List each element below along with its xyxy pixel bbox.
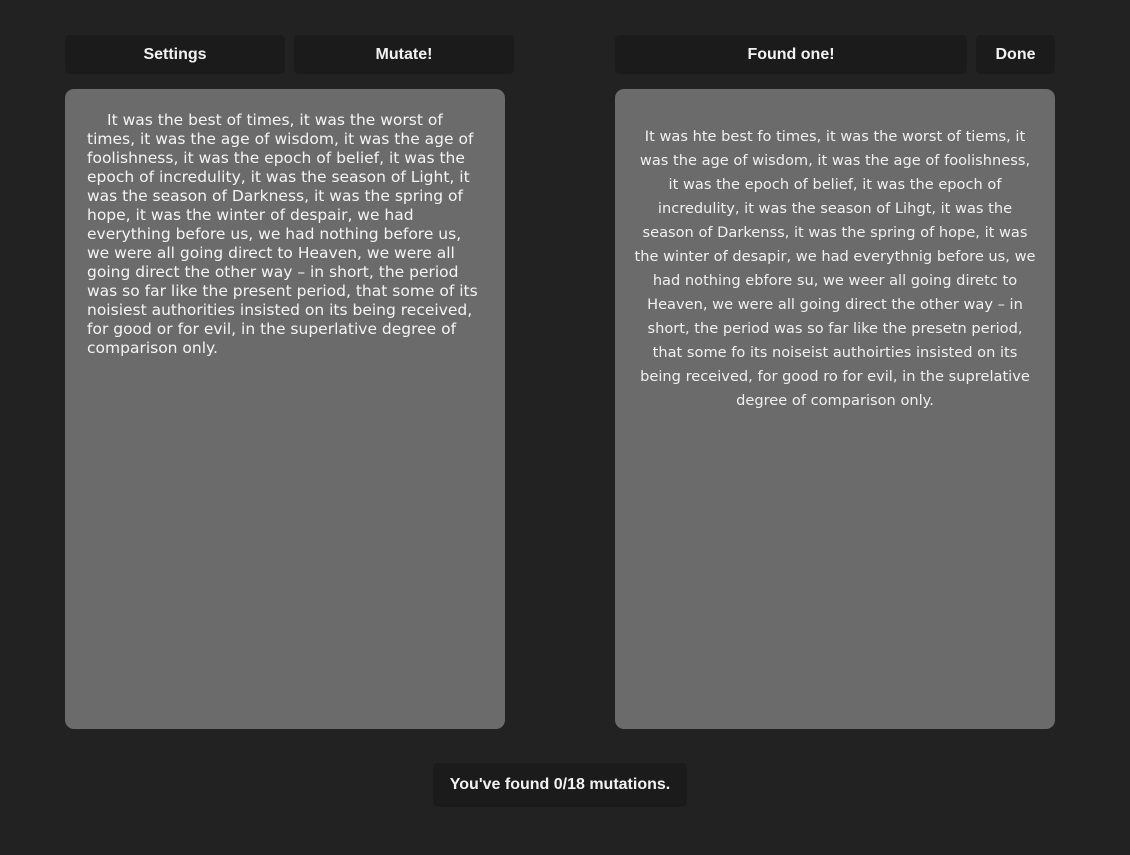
mutated-text[interactable]: It was hte best fo times, it was the worst of tiems, it was the age of wisdom, it was the age of foolishness, it was the epoch of belief, it was the epoch of incredulity, it was the season of Lihgt, it was the season of Darkenss, it was the spring of hope, it was the winter of desapir, we had everythnig before us, we had nothing ebfore su, we weer all going diretc to Heaven, we were all going direct the other way – in short, the period was so far like the presetn period, that some fo its noiseist authoirties insisted on its being received, for good ro for evil, in the suprelative degree of comparison only. [634, 128, 1036, 409]
settings-button[interactable]: Settings [65, 35, 285, 74]
done-button[interactable]: Done [976, 35, 1055, 74]
found-one-button[interactable]: Found one! [615, 35, 967, 74]
original-text-panel [65, 89, 505, 729]
mutate-button[interactable]: Mutate! [294, 35, 514, 74]
mutated-text-panel[interactable] [615, 89, 1055, 729]
mutation-count-status: You've found 0/18 mutations. [433, 763, 687, 807]
original-text: It was the best of times, it was the worst of times, it was the age of wisdom, it was the age of foolishness, it was the epoch of belief, it was the epoch of incredulity, it was the season of Light, it was the season of Darkness, it was the spring of hope, it was the winter of despair, we had everything before us, we had nothing before us, we were all going direct to Heaven, we were all going direct the other way – in short, the period was so far like the present period, that some of its noisiest authorities insisted on its being received, for good or for evil, in the superlative degree of comparison only. [87, 111, 478, 357]
